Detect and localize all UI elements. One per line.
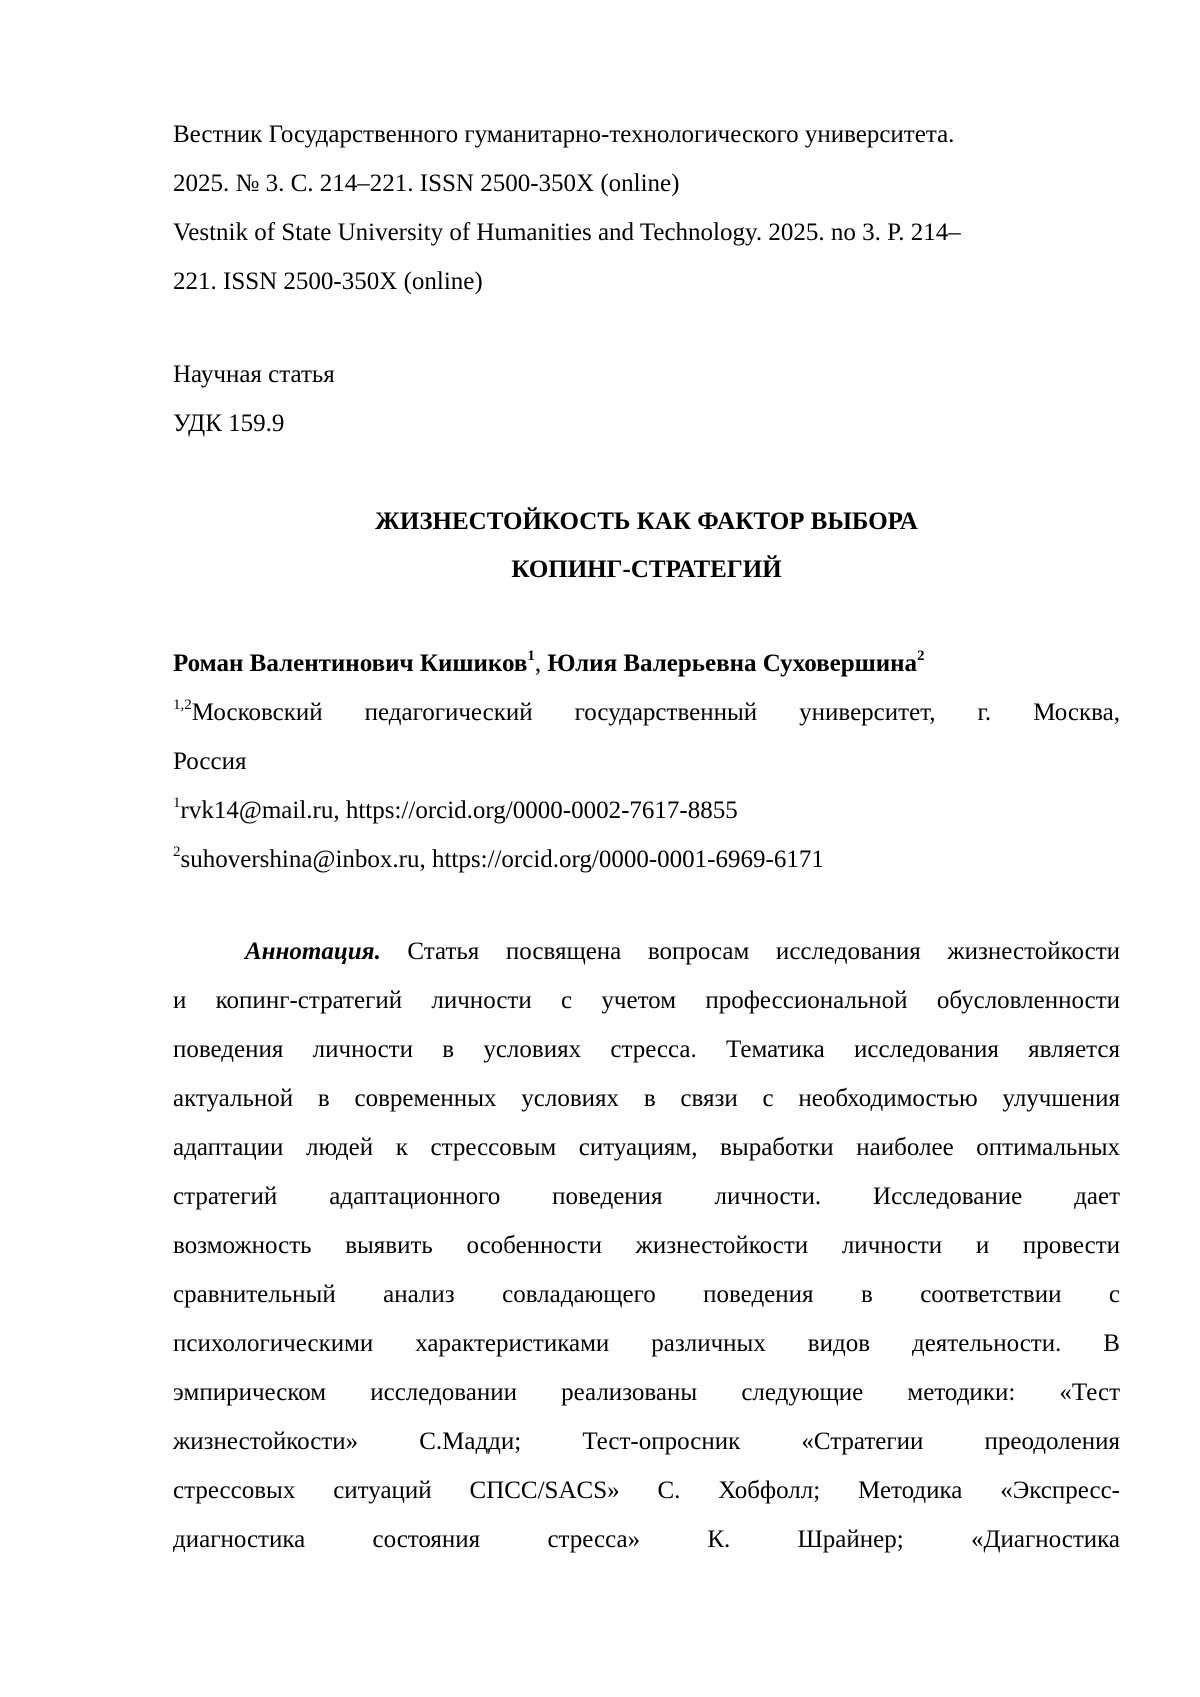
journal-citation-line: Vestnik of State University of Humanities and Technology. 2025. no 3. P. 214–: [173, 208, 1120, 257]
abstract-line: актуальной в современных условиях в связи с необходимостью улучшения: [173, 1074, 1120, 1123]
journal-citation: [173, 110, 1120, 306]
abstract-line: сравнительный анализ совладающего поведения в соответствии с: [173, 1270, 1120, 1319]
author-contact: [173, 835, 1120, 884]
abstract-line: эмпирическом исследовании реализованы следующие методики: «Тест: [173, 1368, 1120, 1417]
abstract-line: и копинг-стратегий личности с учетом профессиональной обусловленности: [173, 976, 1120, 1025]
abstract-line: Аннотация. Статья посвящена вопросам исследования жизнестойкости: [173, 927, 1120, 976]
abstract-line: стратегий адаптационного поведения личности. Исследование дает: [173, 1172, 1120, 1221]
contact-email-orcid[interactable]: rvk14@mail.ru, https://orcid.org/0000-0002-7617-8855: [181, 797, 738, 824]
journal-citation-line: 2025. № 3. С. 214–221. ISSN 2500-350X (online): [173, 159, 1120, 208]
article-type: Научная статья: [173, 350, 1120, 399]
abstract-label: Аннотация.: [245, 938, 381, 965]
abstract-line: поведения личности в условиях стресса. Тематика исследования является: [173, 1025, 1120, 1074]
article-title: [173, 498, 1120, 594]
abstract-line: стрессовых ситуаций СПСС/SACS» С. Хобфолл; Методика «Экспресс-: [173, 1466, 1120, 1515]
article-title-line: ЖИЗНЕСТОЙКОСТЬ КАК ФАКТОР ВЫБОРА: [173, 498, 1120, 546]
abstract-line: жизнестойкости» С.Мадди; Тест-опросник «Стратегии преодоления: [173, 1417, 1120, 1466]
affiliation-text: Московский педагогический государственный университет, г. Москва,: [192, 699, 1120, 726]
affiliation-line: [173, 688, 1120, 737]
article-title-line: КОПИНГ-СТРАТЕГИЙ: [173, 546, 1120, 594]
author-contact: [173, 786, 1120, 835]
contact-mark: 2: [173, 844, 181, 860]
udc-code: УДК 159.9: [173, 399, 1120, 448]
journal-citation-line: Вестник Государственного гуманитарно-технологического университета.: [173, 110, 1120, 159]
abstract-line: диагностика состояния стресса» К. Шрайнер; «Диагностика: [173, 1515, 1120, 1564]
contact-email-orcid[interactable]: suhovershina@inbox.ru, https://orcid.org/0000-0001-6969-6171: [181, 846, 824, 873]
authors-line: [173, 639, 1120, 688]
abstract-line: психологическими характеристиками различных видов деятельности. В: [173, 1319, 1120, 1368]
abstract-line: адаптации людей к стрессовым ситуациям, выработки наиболее оптимальных: [173, 1123, 1120, 1172]
abstract-line: возможность выявить особенности жизнестойкости личности и провести: [173, 1221, 1120, 1270]
contact-mark: 1: [173, 795, 181, 811]
affiliation-mark: 1,2: [173, 697, 192, 713]
author-affiliation-mark: 2: [917, 648, 925, 664]
author-name: Роман Валентинович Кишиков: [173, 650, 527, 677]
abstract: [173, 927, 1120, 1564]
author-separator: ,: [535, 650, 548, 677]
author-name: Юлия Валерьевна Суховершина: [547, 650, 917, 677]
journal-citation-line: 221. ISSN 2500-350X (online): [173, 257, 1120, 306]
affiliation-country: Россия: [173, 737, 1120, 786]
author-affiliation-mark: 1: [527, 648, 535, 664]
article-page: [173, 110, 1120, 1564]
